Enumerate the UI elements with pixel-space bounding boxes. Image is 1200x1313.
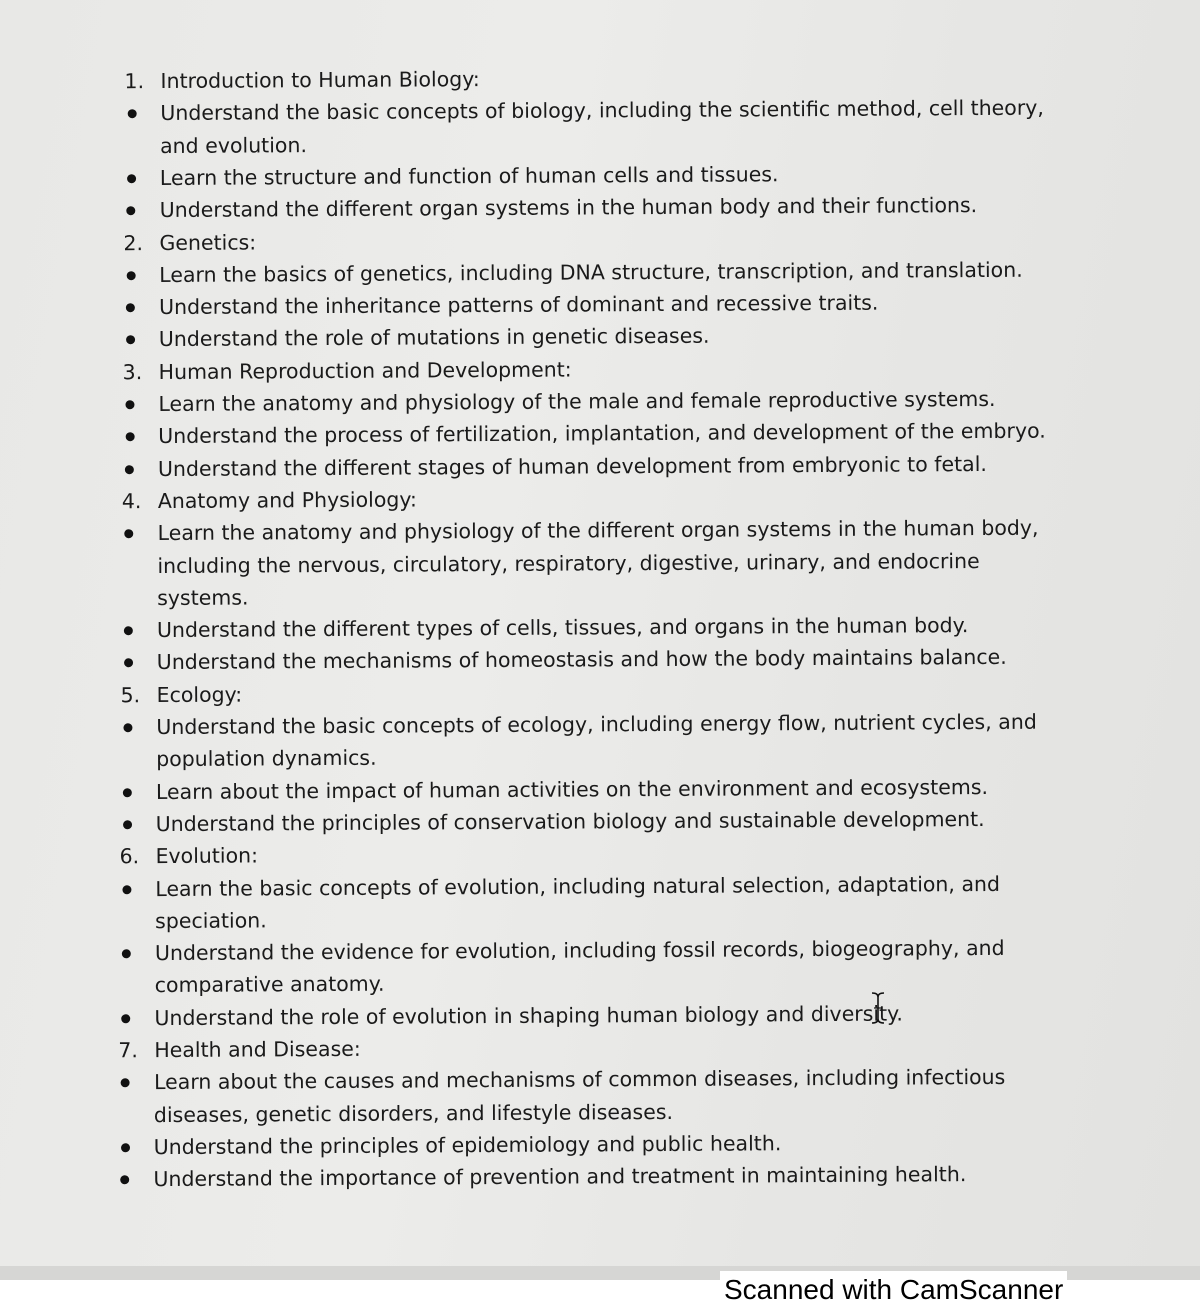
bullet-text: Learn the basic concepts of evolution, including natural selection, adaptation, and: [155, 871, 1001, 901]
bullet-dot-icon: [126, 336, 135, 345]
section-number: 1.: [124, 69, 145, 94]
bullet-text: Understand the importance of prevention and treatment in maintaining health.: [153, 1162, 967, 1192]
bullet-text: Learn about the impact of human activities on the environment and ecosystems.: [155, 774, 989, 804]
section-number: 4.: [121, 489, 142, 514]
bullet-text: Understand the principles of conservation biology and sustainable development.: [155, 806, 985, 836]
bullet-dot-icon: [121, 1143, 130, 1152]
bullet-dot-icon: [123, 723, 132, 732]
bullet-dot-icon: [121, 1079, 130, 1088]
section-number: 3.: [122, 359, 143, 384]
bullet-dot-icon: [120, 1175, 129, 1184]
bullet-text: population dynamics.: [156, 746, 377, 772]
bullet-text: Understand the basic concepts of ecology, including energy flow, nutrient cycles, and: [156, 709, 1037, 740]
bullet-dot-icon: [123, 820, 132, 829]
bullet-dot-icon: [127, 174, 136, 183]
bullet-text: comparative anatomy.: [154, 972, 385, 998]
bullet-dot-icon: [121, 1014, 130, 1023]
bullet-dot-icon: [122, 885, 131, 894]
section-title: Human Reproduction and Development:: [158, 357, 572, 384]
bullet-text: Understand the different organ systems in the human body and their functions.: [159, 193, 978, 223]
bullet-text: Understand the evidence for evolution, including fossil records, biogeography, and: [154, 935, 1005, 966]
bullet-text: including the nervous, circulatory, respiratory, digestive, urinary, and endocrine: [157, 548, 980, 578]
bullet-dot-icon: [126, 303, 135, 312]
section-number: 2.: [123, 230, 144, 255]
bullet-text: Understand the different stages of human development from embryonic to fetal.: [157, 451, 987, 481]
bullet-dot-icon: [124, 659, 133, 668]
section-title: Introduction to Human Biology:: [160, 67, 480, 94]
bullet-text: speciation.: [155, 908, 267, 933]
section-number: 7.: [118, 1038, 138, 1063]
bullet-dot-icon: [125, 529, 134, 538]
camscanner-watermark: Scanned with CamScanner: [720, 1271, 1067, 1309]
bullet-dot-icon: [127, 206, 136, 215]
section-number: 5.: [120, 682, 141, 707]
bullet-text: and evolution.: [160, 132, 307, 158]
bullet-text: Understand the different types of cells, tissues, and organs in the human body.: [156, 613, 969, 643]
section-number: 6.: [119, 844, 140, 869]
bullet-dot-icon: [124, 626, 133, 635]
bullet-dot-icon: [122, 949, 131, 958]
bullet-text: Learn the structure and function of human cells and tissues.: [159, 162, 779, 190]
section-title: Anatomy and Physiology:: [157, 487, 417, 513]
bullet-dot-icon: [125, 432, 134, 441]
bullet-dot-icon: [127, 109, 136, 118]
bullet-text: Understand the role of evolution in shaping human biology and diversity.: [154, 1001, 903, 1030]
bullet-text: systems.: [157, 585, 249, 610]
bullet-text: Learn about the causes and mechanisms of common diseases, including infectious: [154, 1065, 1006, 1095]
bullet-text: diseases, genetic disorders, and lifestyle diseases.: [153, 1099, 674, 1127]
bullet-dot-icon: [126, 271, 135, 280]
bullet-text: Understand the principles of epidemiology and public health.: [153, 1131, 782, 1159]
text-cursor-icon: [868, 991, 888, 1025]
bullet-text: Learn the basics of genetics, including DNA structure, transcription, and translation.: [159, 257, 1023, 287]
bullet-text: Understand the process of fertilization, implantation, and development of the embryo.: [158, 418, 1046, 449]
bullet-text: Understand the inheritance patterns of dominant and recessive traits.: [158, 290, 879, 320]
bullet-dot-icon: [125, 465, 134, 474]
bullet-text: Understand the role of mutations in genetic diseases.: [158, 324, 710, 352]
section-title: Genetics:: [159, 229, 257, 255]
bullet-dot-icon: [123, 788, 132, 797]
section-title: Health and Disease:: [154, 1036, 361, 1063]
bullet-text: Understand the basic concepts of biology, including the scientific method, cell theory,: [160, 95, 1044, 126]
bullet-text: Learn the anatomy and physiology of the different organ systems in the human body,: [157, 515, 1039, 546]
bullet-dot-icon: [125, 400, 134, 409]
section-title: Ecology:: [156, 682, 243, 707]
bullet-text: Learn the anatomy and physiology of the male and female reproductive systems.: [158, 386, 996, 417]
bullet-text: Understand the mechanisms of homeostasis and how the body maintains balance.: [156, 645, 1007, 675]
section-title: Evolution:: [155, 843, 259, 869]
